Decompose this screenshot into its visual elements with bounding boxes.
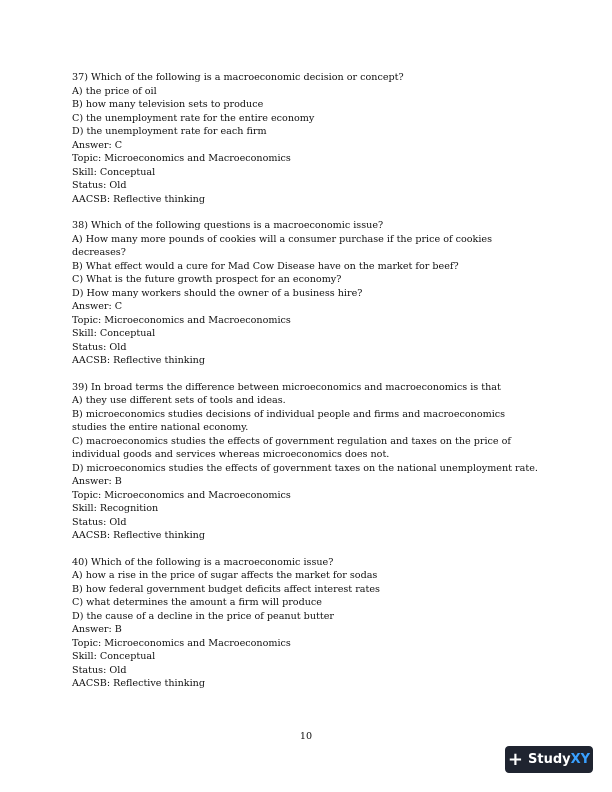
- topic: Topic: Microeconomics and Macroeconomics: [72, 489, 291, 501]
- topic: Topic: Microeconomics and Macroeconomics: [72, 314, 291, 326]
- choice-b: B) how federal government budget deficits affect interest rates: [72, 583, 380, 595]
- question-block: [72, 71, 542, 206]
- choice-b: B) how many television sets to produce: [72, 99, 264, 110]
- status: Status: Old: [72, 664, 127, 676]
- studyxy-badge[interactable]: [505, 746, 593, 773]
- question-prompt: 40) Which of the following is a macroeconomic issue?: [72, 556, 334, 568]
- question-prompt: 39) In broad terms the difference between microeconomics and macroeconomics is that: [72, 381, 501, 393]
- topic: Topic: Microeconomics and Macroeconomics: [72, 637, 291, 649]
- question-block: [72, 381, 542, 543]
- choice-a: A) How many more pounds of cookies will a consumer purchase if the price of cookies decreases?: [72, 233, 493, 258]
- question-block: [72, 556, 542, 691]
- page-number: 10: [299, 731, 313, 742]
- choice-b: B) microeconomics studies decisions of individual people and firms and macroeconomics studies the entire national economy.: [72, 408, 506, 433]
- skill: Skill: Conceptual: [72, 651, 156, 662]
- aacsb: AACSB: Reflective thinking: [72, 355, 206, 366]
- question-block: [72, 219, 542, 368]
- choice-c: C) the unemployment rate for the entire economy: [72, 112, 315, 124]
- status: Status: Old: [72, 180, 127, 191]
- choice-a: A) they use different sets of tools and ideas.: [72, 395, 286, 406]
- badge-brand: StudyXY: [528, 752, 591, 767]
- status: Status: Old: [72, 516, 127, 528]
- question-prompt: 37) Which of the following is a macroeconomic decision or concept?: [72, 72, 404, 83]
- answer: Answer: C: [72, 139, 123, 151]
- choice-b: B) What effect would a cure for Mad Cow Disease have on the market for beef?: [72, 260, 459, 272]
- topic: Topic: Microeconomics and Macroeconomics: [72, 153, 291, 164]
- skill: Skill: Conceptual: [72, 328, 156, 339]
- answer: Answer: C: [72, 301, 123, 312]
- choice-d: D) the cause of a decline in the price of peanut butter: [72, 610, 334, 622]
- choice-d: D) the unemployment rate for each firm: [72, 126, 267, 137]
- answer: Answer: B: [72, 624, 122, 635]
- skill: Skill: Recognition: [72, 503, 159, 514]
- choice-c: C) What is the future growth prospect for an economy?: [72, 274, 342, 285]
- aacsb: AACSB: Reflective thinking: [72, 678, 206, 689]
- answer: Answer: B: [72, 476, 122, 487]
- choice-c: C) what determines the amount a firm will produce: [72, 597, 322, 608]
- choice-a: A) the price of oil: [72, 85, 157, 97]
- choice-d: D) How many workers should the owner of a business hire?: [72, 287, 363, 299]
- choice-a: A) how a rise in the price of sugar affects the market for sodas: [72, 570, 378, 581]
- aacsb: AACSB: Reflective thinking: [72, 193, 206, 205]
- aacsb: AACSB: Reflective thinking: [72, 530, 206, 541]
- status: Status: Old: [72, 341, 127, 353]
- choice-c: C) macroeconomics studies the effects of government regulation and taxes on the price of individual goods and services whereas microeconomics does not.: [72, 435, 511, 460]
- question-prompt: 38) Which of the following questions is a macroeconomic issue?: [72, 220, 384, 231]
- page-content: [72, 71, 542, 704]
- skill: Skill: Conceptual: [72, 166, 156, 178]
- choice-d: D) microeconomics studies the effects of government taxes on the national unemployment rate.: [72, 462, 538, 474]
- plus-icon: +: [507, 748, 524, 770]
